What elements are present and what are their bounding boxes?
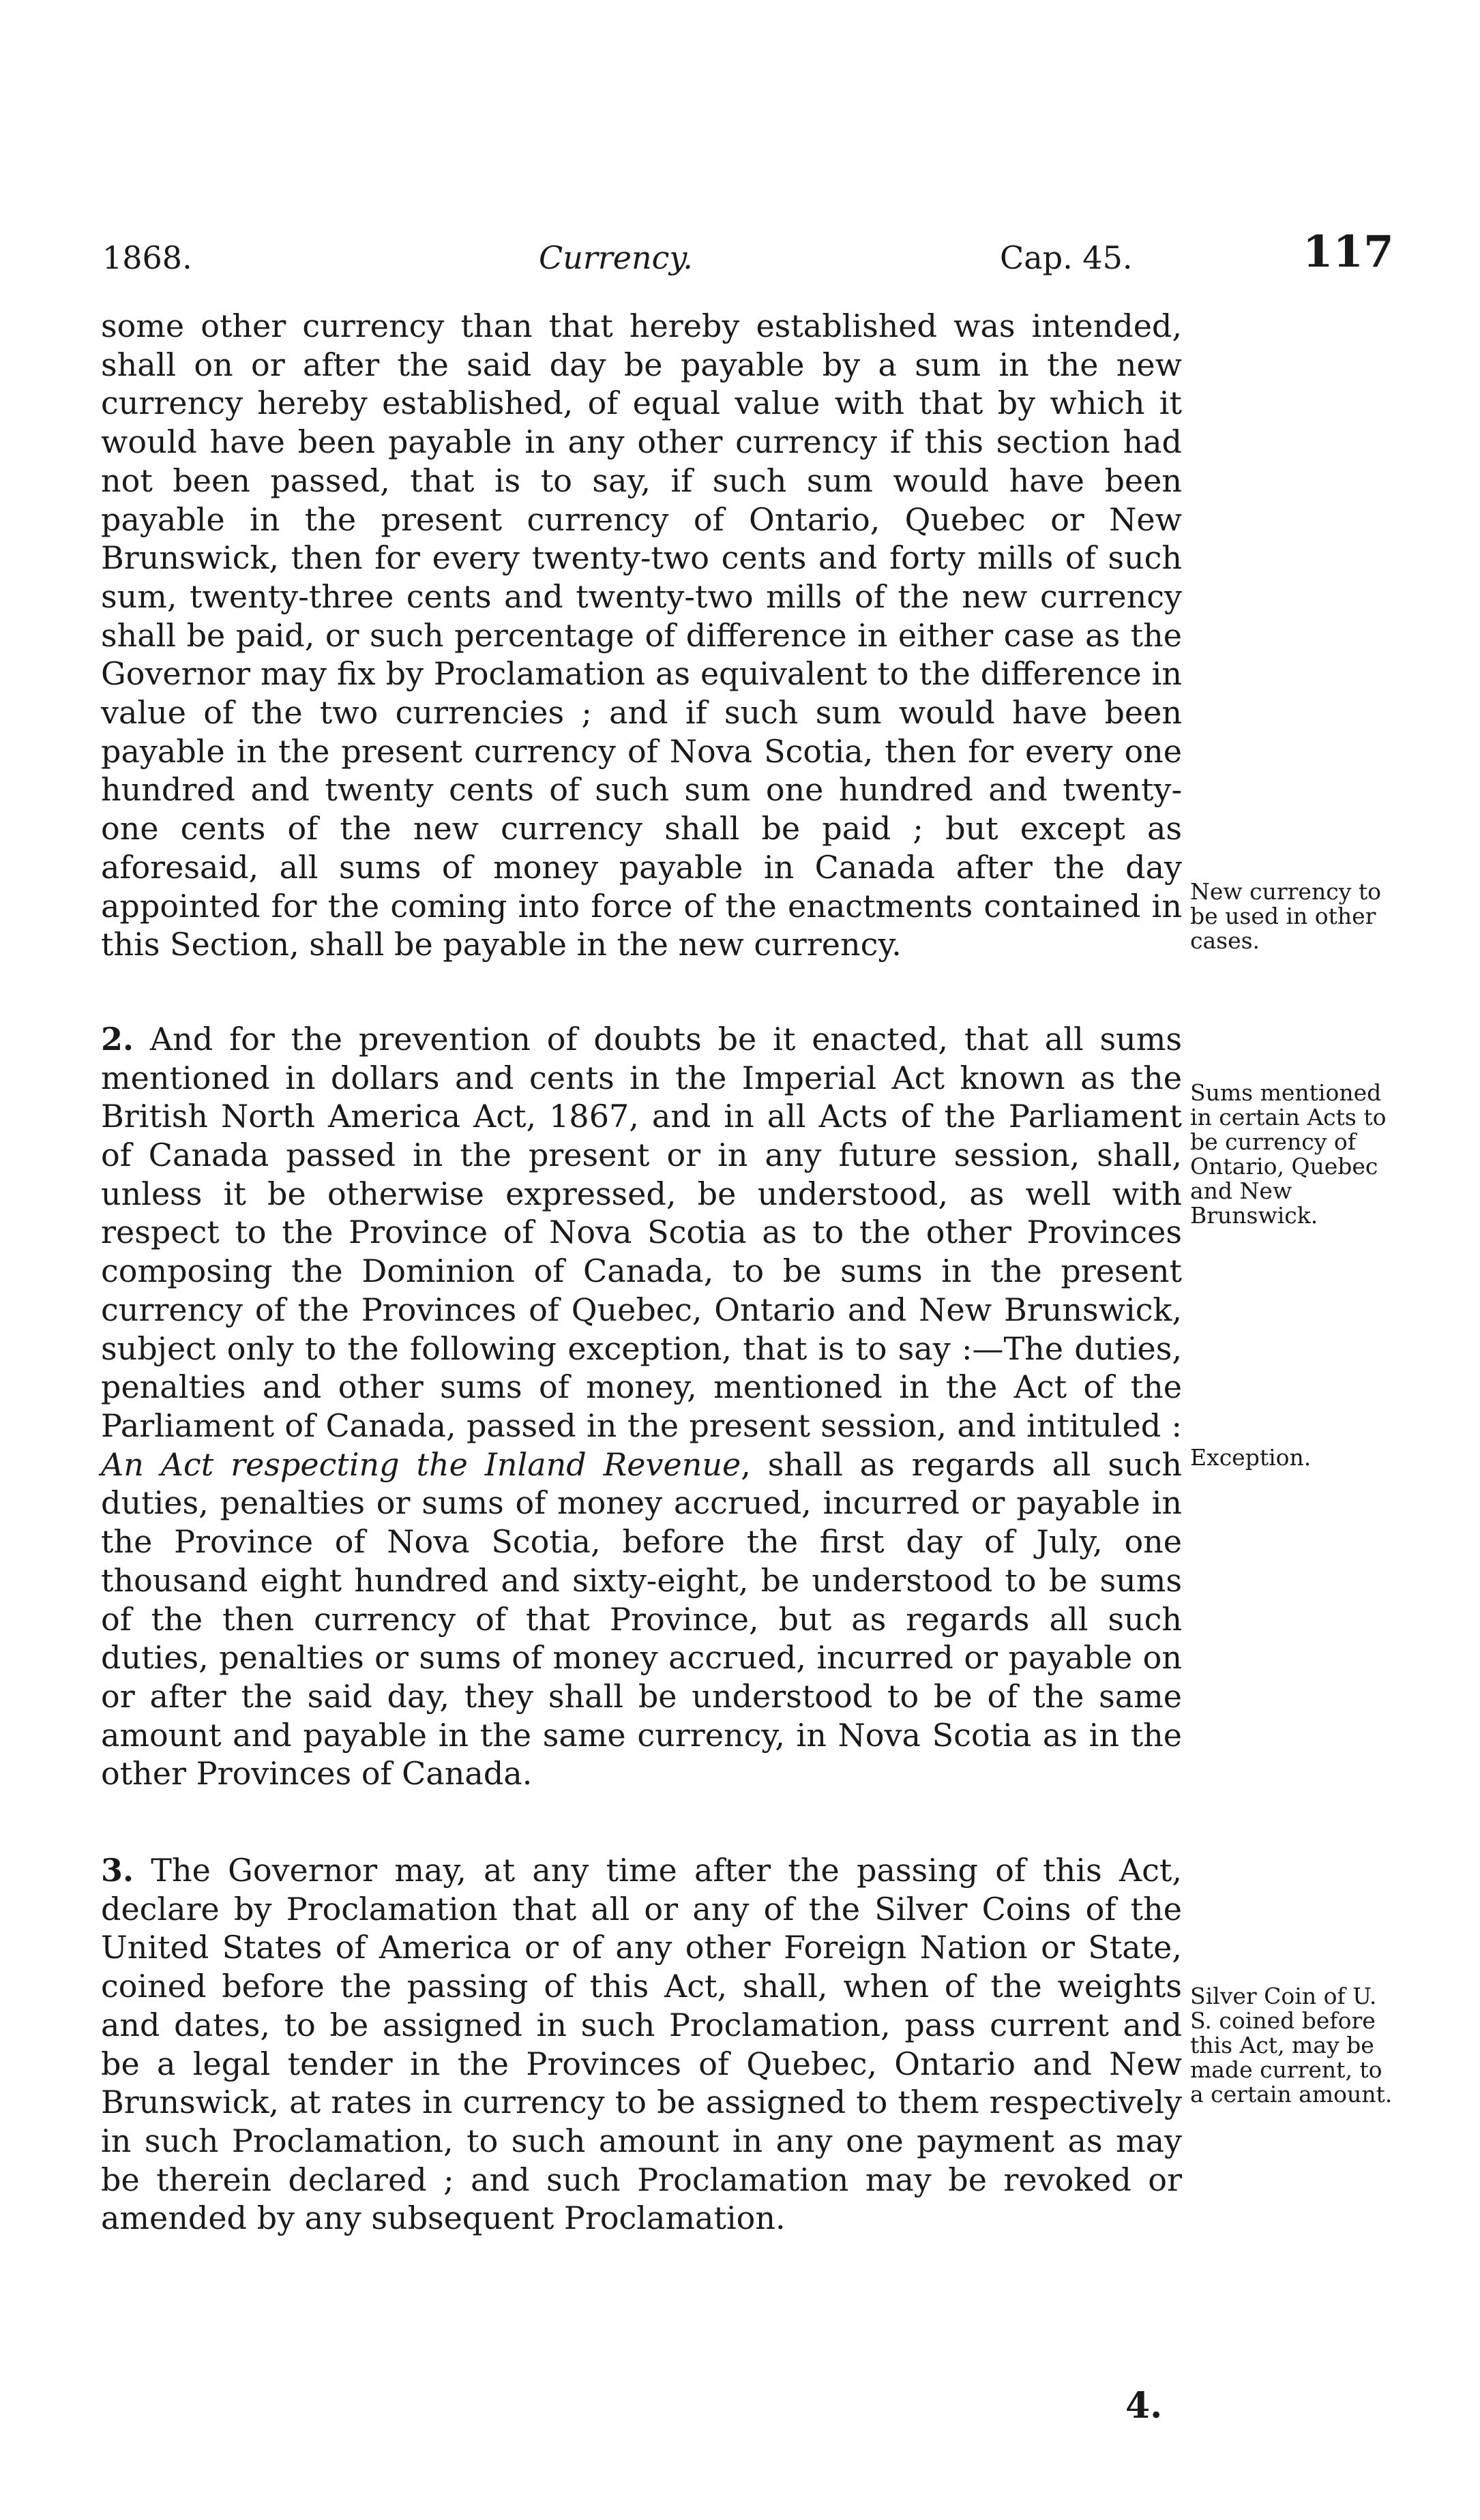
section-text: The Governor may, at any time after the passing of this Act, declare by Proclamation that all or any of the Silver Coins of the United States of America or of any other Foreign Nation or State, coined before the passing of this Act, shall, when of the weights and dates, to be assigned in such Proclamation, pass current and be a legal tender in the Provinces of Quebec, Ontario and New Brunswick, at rates in currency to be assigned to them respectively in such Proclamation, to such amount in any one payment as may be therein declared ; and such Proclamation may be revoked or amended by any subsequent Proclamation. (101, 1852, 1182, 2237)
section-3 (101, 1851, 1182, 2238)
header-year: 1868. (102, 239, 192, 276)
marginal-note-sums-mentioned: Sums mentioned in certain Acts to be currency of Ontario, Quebec and New Brunswick. (1190, 1079, 1387, 1229)
header-chapter: Cap. 45. (1000, 239, 1133, 276)
header-title: Currency. (539, 239, 693, 276)
section-2 (101, 1020, 1182, 1793)
paragraph-continued (101, 307, 1182, 964)
catchword: 4. (1125, 2385, 1163, 2427)
marginal-note-new-currency: New currency to be used in other cases. (1190, 878, 1381, 954)
section-number: 3. (101, 1852, 134, 1889)
act-title-italic: An Act respecting the Inland Revenue (101, 1445, 741, 1483)
running-header (102, 225, 1394, 286)
paragraph-text: some other currency than that hereby established was intended, shall on or after the said day be payable by a sum in the new currency hereby established, of equal value with that by which it would have been payable in any other currency if this section had not been passed, that is to say, if such sum would have been payable in the present currency of Ontario, Quebec or New Brunswick, then for every twenty-two cents and forty mills of such sum, twenty-three cents and twenty-two mills of the new currency shall be paid, or such percentage of difference in either case as the Governor may fix by Proclamation as equivalent to the difference in value of the two currencies ; and if such sum would have been payable in the present currency of Nova Scotia, then for every one hundred and twenty cents of such sum one hundred and twenty-one cents of the new currency shall be paid ; but except as aforesaid, all sums of money payable in Canada after the day appointed for the coming into force of the enactments contained in this Section, shall be payable in the new currency. (101, 308, 1182, 963)
section-text-continued: , shall as regards all such duties, penalties or sums of money accrued, incurred or payable in the Province of Nova Scotia, before the first day of July, one thousand eight hundred and sixty-eight, be understood to be sums of the then currency of that Province, but as regards all such duties, penalties or sums of money accrued, incurred or payable on or after the said day, they shall be understood to be of the same amount and payable in the same currency, in Nova Scotia as in the other Provinces of Canada. (101, 1445, 1182, 1792)
main-text-column (101, 307, 1182, 2296)
marginal-note-exception: Exception. (1190, 1444, 1312, 1471)
page-number: 117 (1303, 226, 1394, 278)
section-number: 2. (101, 1020, 134, 1058)
section-text: And for the prevention of doubts be it enacted, that all sums mentioned in dollars and cents in the Imperial Act known as the British North America Act, 1867, and in all Acts of the Parliament of Canada passed in the present or in any future session, shall, unless it be otherwise expressed, be understood, as well with respect to the Province of Nova Scotia as to the other Provinces composing the Dominion of Canada, to be sums in the present currency of the Provinces of Quebec, Ontario and New Brunswick, subject only to the following exception, that is to say :—The duties, penalties and other sums of money, mentioned in the Act of the Parliament of Canada, passed in the present session, and intituled : (101, 1020, 1182, 1444)
marginal-note-silver-coin: Silver Coin of U. S. coined before this Act, may be made current, to a certain amount. (1190, 1983, 1393, 2108)
